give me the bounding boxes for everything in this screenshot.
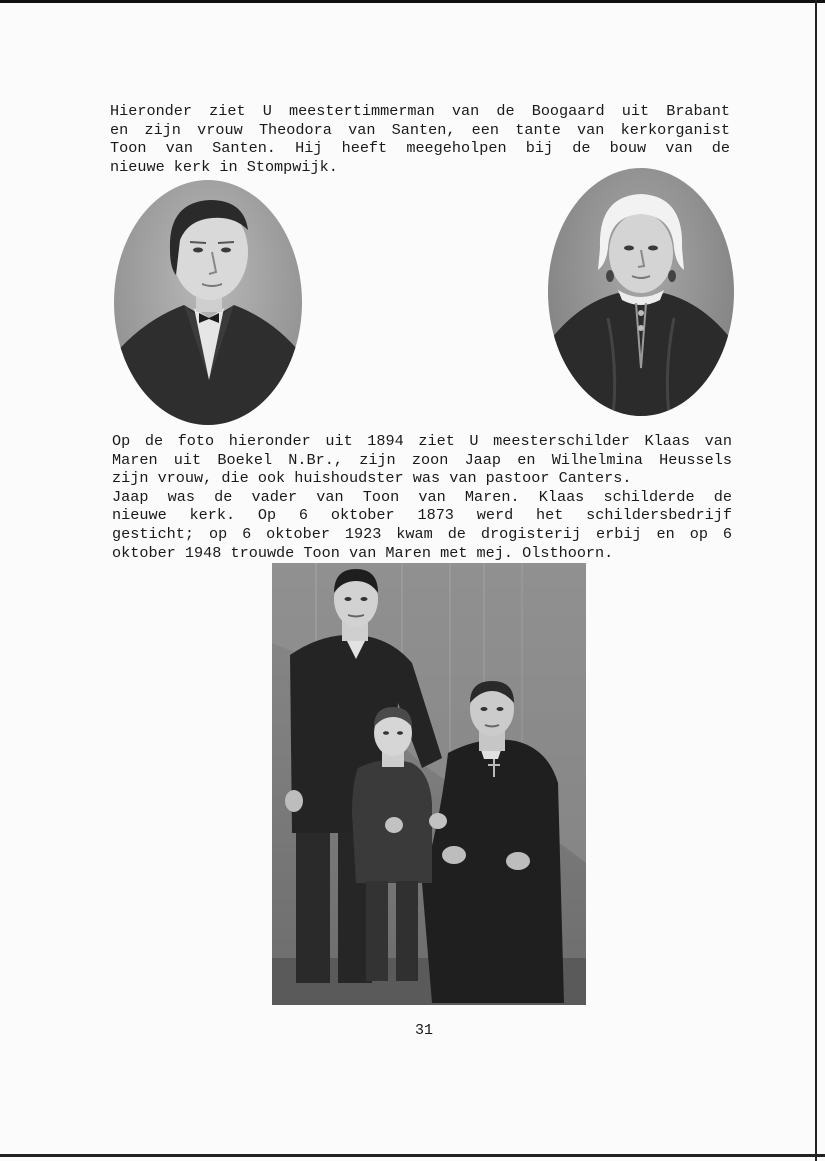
text-line: Jaap was de vader van Toon van Maren. Klaas schilderde de bbox=[112, 487, 732, 506]
text-line: Toon van Santen. Hij heeft meegeholpen bij de bouw van de bbox=[110, 139, 730, 158]
caption-paragraph bbox=[112, 432, 732, 562]
portrait-man-illustration bbox=[114, 180, 302, 425]
family-group-photo bbox=[272, 563, 586, 1005]
text-line: zijn vrouw, die ook huishoudster was van pastoor Canters. bbox=[112, 469, 632, 488]
intro-paragraph bbox=[110, 102, 730, 176]
page-border-bottom bbox=[0, 1154, 825, 1157]
text-line: en zijn vrouw Theodora van Santen, een tante van kerkorganist bbox=[110, 120, 730, 139]
text-line: Maren uit Boekel N.Br., zijn zoon Jaap en Wilhelmina Heussels bbox=[112, 450, 732, 469]
text-line: Op de foto hieronder uit 1894 ziet U meesterschilder Klaas van bbox=[112, 432, 732, 450]
page-border-right bbox=[815, 0, 817, 1161]
text-line: gesticht; op 6 oktober 1923 kwam de drogisterij erbij en op 6 bbox=[112, 524, 732, 543]
text-line: nieuwe kerk. Op 6 oktober 1873 werd het schildersbedrijf bbox=[112, 506, 732, 525]
page-number: 31 bbox=[414, 1022, 433, 1039]
page-border-top bbox=[0, 0, 825, 3]
family-group-illustration bbox=[272, 563, 586, 1005]
text-line: nieuwe kerk in Stompwijk. bbox=[110, 157, 338, 176]
text-line: oktober 1948 trouwde Toon van Maren met mej. Olsthoorn. bbox=[112, 543, 614, 562]
portrait-woman-illustration bbox=[548, 168, 734, 416]
portrait-woman-photo bbox=[548, 168, 734, 416]
text-line: Hieronder ziet U meestertimmerman van de Boogaard uit Brabant bbox=[110, 102, 730, 120]
portrait-man-photo bbox=[114, 180, 302, 425]
